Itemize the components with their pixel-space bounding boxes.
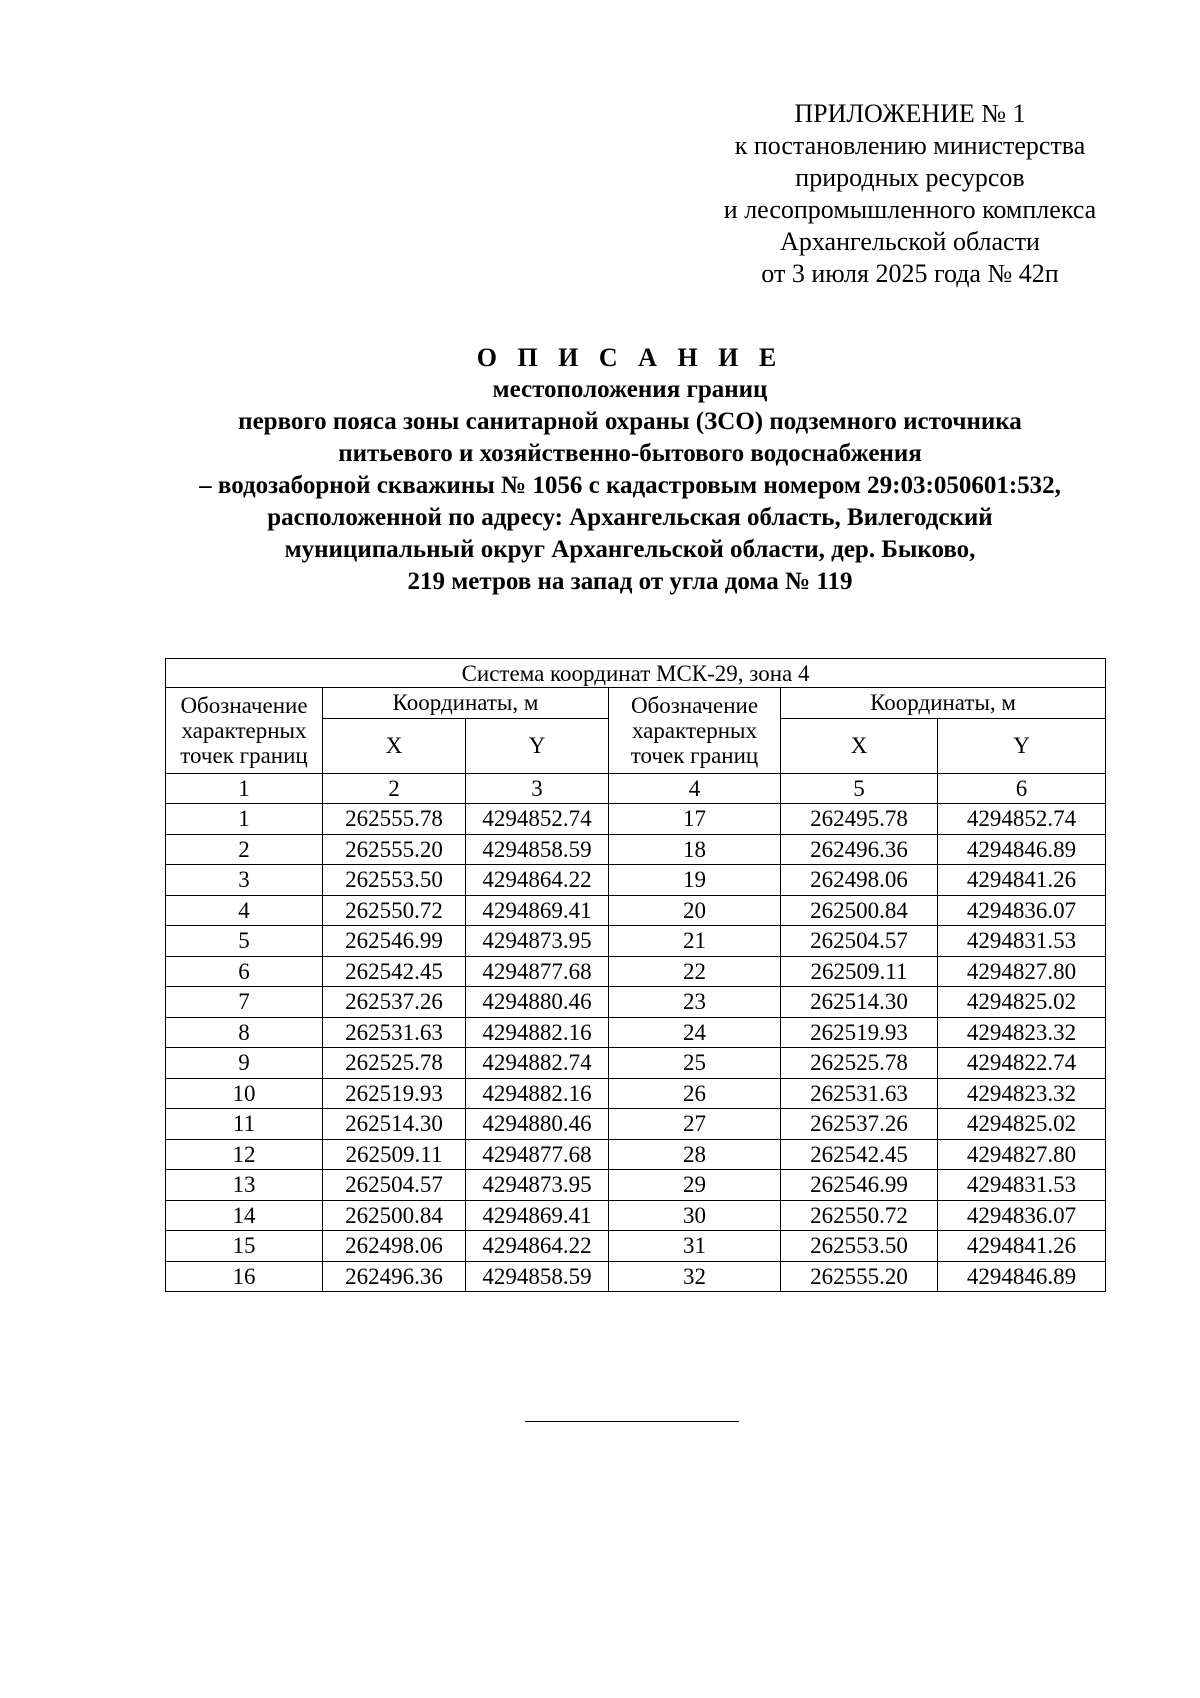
coords-header-right: Координаты, м bbox=[781, 688, 1106, 719]
x-coordinate: 262546.99 bbox=[781, 1170, 938, 1201]
y-coordinate: 4294858.59 bbox=[466, 834, 609, 865]
y-coordinate: 4294825.02 bbox=[938, 1109, 1106, 1140]
title-line: расположенной по адресу: Архангельская область, Вилегодский bbox=[267, 504, 993, 531]
x-coordinate: 262500.84 bbox=[323, 1200, 466, 1231]
x-coordinate: 262525.78 bbox=[323, 1048, 466, 1079]
y-coordinate: 4294841.26 bbox=[938, 865, 1106, 896]
table-row bbox=[166, 1139, 1106, 1170]
title-line: – водозаборной скважины № 1056 с кадастровым номером 29:03:050601:532, bbox=[199, 472, 1061, 499]
table-row bbox=[166, 926, 1106, 957]
x-coordinate: 262550.72 bbox=[781, 1200, 938, 1231]
appendix-line: и лесопромышленного комплекса bbox=[723, 195, 1097, 224]
appendix-line: к постановлению министерства bbox=[734, 131, 1086, 160]
title-line: 219 метров на запад от угла дома № 119 bbox=[407, 568, 853, 595]
table-row bbox=[166, 1200, 1106, 1231]
x-coordinate: 262550.72 bbox=[323, 895, 466, 926]
point-number: 8 bbox=[166, 1017, 323, 1048]
point-number: 6 bbox=[166, 956, 323, 987]
column-number-row bbox=[166, 773, 1106, 804]
point-number: 19 bbox=[609, 865, 781, 896]
y-coordinate: 4294873.95 bbox=[466, 1170, 609, 1201]
y-coordinate: 4294825.02 bbox=[938, 987, 1106, 1018]
y-coordinate: 4294823.32 bbox=[938, 1078, 1106, 1109]
table-title-row bbox=[166, 659, 1106, 688]
table-row bbox=[166, 1078, 1106, 1109]
y-header-right: Y bbox=[938, 718, 1106, 773]
table-row bbox=[166, 1109, 1106, 1140]
y-coordinate: 4294846.89 bbox=[938, 834, 1106, 865]
point-number: 5 bbox=[166, 926, 323, 957]
x-coordinate: 262555.20 bbox=[323, 834, 466, 865]
y-coordinate: 4294882.16 bbox=[466, 1078, 609, 1109]
table-row bbox=[166, 1048, 1106, 1079]
y-coordinate: 4294852.74 bbox=[466, 804, 609, 835]
y-coordinate: 4294869.41 bbox=[466, 1200, 609, 1231]
document-title bbox=[60, 342, 1200, 598]
y-coordinate: 4294882.74 bbox=[466, 1048, 609, 1079]
coords-header-left: Координаты, м bbox=[323, 688, 609, 719]
y-coordinate: 4294831.53 bbox=[938, 1170, 1106, 1201]
y-coordinate: 4294841.26 bbox=[938, 1231, 1106, 1262]
y-coordinate: 4294864.22 bbox=[466, 1231, 609, 1262]
point-header-left: Обозначение характерных точек границ bbox=[166, 688, 323, 774]
table-row bbox=[166, 1231, 1106, 1262]
x-coordinate: 262509.11 bbox=[781, 956, 938, 987]
table-row bbox=[166, 804, 1106, 835]
column-number: 5 bbox=[781, 773, 938, 804]
point-number: 31 bbox=[609, 1231, 781, 1262]
x-coordinate: 262553.50 bbox=[323, 865, 466, 896]
y-coordinate: 4294836.07 bbox=[938, 1200, 1106, 1231]
y-coordinate: 4294827.80 bbox=[938, 1139, 1106, 1170]
y-coordinate: 4294869.41 bbox=[466, 895, 609, 926]
x-coordinate: 262504.57 bbox=[781, 926, 938, 957]
point-number: 27 bbox=[609, 1109, 781, 1140]
point-number: 17 bbox=[609, 804, 781, 835]
y-coordinate: 4294823.32 bbox=[938, 1017, 1106, 1048]
point-number: 11 bbox=[166, 1109, 323, 1140]
y-coordinate: 4294846.89 bbox=[938, 1261, 1106, 1292]
point-number: 23 bbox=[609, 987, 781, 1018]
appendix-header bbox=[690, 98, 1130, 290]
x-coordinate: 262531.63 bbox=[781, 1078, 938, 1109]
point-number: 14 bbox=[166, 1200, 323, 1231]
y-coordinate: 4294873.95 bbox=[466, 926, 609, 957]
point-number: 22 bbox=[609, 956, 781, 987]
point-number: 7 bbox=[166, 987, 323, 1018]
table-row bbox=[166, 1261, 1106, 1292]
x-coordinate: 262519.93 bbox=[323, 1078, 466, 1109]
point-number: 2 bbox=[166, 834, 323, 865]
x-coordinate: 262495.78 bbox=[781, 804, 938, 835]
table-row bbox=[166, 1017, 1106, 1048]
point-number: 28 bbox=[609, 1139, 781, 1170]
column-number: 4 bbox=[609, 773, 781, 804]
y-coordinate: 4294864.22 bbox=[466, 865, 609, 896]
x-coordinate: 262500.84 bbox=[781, 895, 938, 926]
separator-line bbox=[525, 1421, 739, 1422]
x-header-left: X bbox=[323, 718, 466, 773]
point-number: 18 bbox=[609, 834, 781, 865]
point-number: 3 bbox=[166, 865, 323, 896]
table-row bbox=[166, 987, 1106, 1018]
x-coordinate: 262498.06 bbox=[323, 1231, 466, 1262]
column-number: 6 bbox=[938, 773, 1106, 804]
y-coordinate: 4294852.74 bbox=[938, 804, 1106, 835]
x-coordinate: 262514.30 bbox=[323, 1109, 466, 1140]
x-coordinate: 262519.93 bbox=[781, 1017, 938, 1048]
y-coordinate: 4294858.59 bbox=[466, 1261, 609, 1292]
x-header-right: X bbox=[781, 718, 938, 773]
point-number: 15 bbox=[166, 1231, 323, 1262]
x-coordinate: 262525.78 bbox=[781, 1048, 938, 1079]
point-number: 12 bbox=[166, 1139, 323, 1170]
y-coordinate: 4294822.74 bbox=[938, 1048, 1106, 1079]
y-coordinate: 4294831.53 bbox=[938, 926, 1106, 957]
point-header-right: Обозначение характерных точек границ bbox=[609, 688, 781, 774]
appendix-line: природных ресурсов bbox=[795, 163, 1025, 192]
coordinate-system-label: Система координат МСК-29, зона 4 bbox=[166, 659, 1106, 688]
coordinates-table bbox=[165, 658, 1106, 1292]
x-coordinate: 262504.57 bbox=[323, 1170, 466, 1201]
x-coordinate: 262555.20 bbox=[781, 1261, 938, 1292]
appendix-line: Архангельской области bbox=[780, 227, 1040, 256]
x-coordinate: 262553.50 bbox=[781, 1231, 938, 1262]
title-line: местоположения границ bbox=[492, 376, 768, 403]
point-number: 9 bbox=[166, 1048, 323, 1079]
x-coordinate: 262531.63 bbox=[323, 1017, 466, 1048]
table-row bbox=[166, 1170, 1106, 1201]
x-coordinate: 262542.45 bbox=[323, 956, 466, 987]
x-coordinate: 262509.11 bbox=[323, 1139, 466, 1170]
point-number: 13 bbox=[166, 1170, 323, 1201]
title-line: питьевого и хозяйственно-бытового водоснабжения bbox=[338, 440, 922, 467]
y-coordinate: 4294877.68 bbox=[466, 956, 609, 987]
x-coordinate: 262537.26 bbox=[323, 987, 466, 1018]
title-line: первого пояса зоны санитарной охраны (ЗСО) подземного источника bbox=[238, 408, 1022, 435]
y-coordinate: 4294877.68 bbox=[466, 1139, 609, 1170]
y-header-left: Y bbox=[466, 718, 609, 773]
point-number: 30 bbox=[609, 1200, 781, 1231]
appendix-number: ПРИЛОЖЕНИЕ № 1 bbox=[794, 99, 1026, 128]
table-row bbox=[166, 956, 1106, 987]
x-coordinate: 262496.36 bbox=[781, 834, 938, 865]
appendix-date: от 3 июля 2025 года № 42п bbox=[761, 259, 1059, 288]
table-header-row bbox=[166, 688, 1106, 719]
title-line: муниципальный округ Архангельской области, дер. Быково, bbox=[284, 536, 976, 563]
point-number: 4 bbox=[166, 895, 323, 926]
column-number: 2 bbox=[323, 773, 466, 804]
point-number: 32 bbox=[609, 1261, 781, 1292]
x-coordinate: 262498.06 bbox=[781, 865, 938, 896]
point-number: 1 bbox=[166, 804, 323, 835]
table-row bbox=[166, 834, 1106, 865]
x-coordinate: 262496.36 bbox=[323, 1261, 466, 1292]
x-coordinate: 262542.45 bbox=[781, 1139, 938, 1170]
table-row bbox=[166, 895, 1106, 926]
point-number: 24 bbox=[609, 1017, 781, 1048]
y-coordinate: 4294827.80 bbox=[938, 956, 1106, 987]
column-number: 1 bbox=[166, 773, 323, 804]
point-number: 26 bbox=[609, 1078, 781, 1109]
column-number: 3 bbox=[466, 773, 609, 804]
y-coordinate: 4294836.07 bbox=[938, 895, 1106, 926]
y-coordinate: 4294882.16 bbox=[466, 1017, 609, 1048]
point-number: 21 bbox=[609, 926, 781, 957]
point-number: 10 bbox=[166, 1078, 323, 1109]
x-coordinate: 262514.30 bbox=[781, 987, 938, 1018]
title-main: О П И С А Н И Е bbox=[476, 343, 784, 372]
x-coordinate: 262537.26 bbox=[781, 1109, 938, 1140]
y-coordinate: 4294880.46 bbox=[466, 1109, 609, 1140]
x-coordinate: 262555.78 bbox=[323, 804, 466, 835]
point-number: 25 bbox=[609, 1048, 781, 1079]
point-number: 29 bbox=[609, 1170, 781, 1201]
point-number: 16 bbox=[166, 1261, 323, 1292]
y-coordinate: 4294880.46 bbox=[466, 987, 609, 1018]
table-row bbox=[166, 865, 1106, 896]
x-coordinate: 262546.99 bbox=[323, 926, 466, 957]
point-number: 20 bbox=[609, 895, 781, 926]
